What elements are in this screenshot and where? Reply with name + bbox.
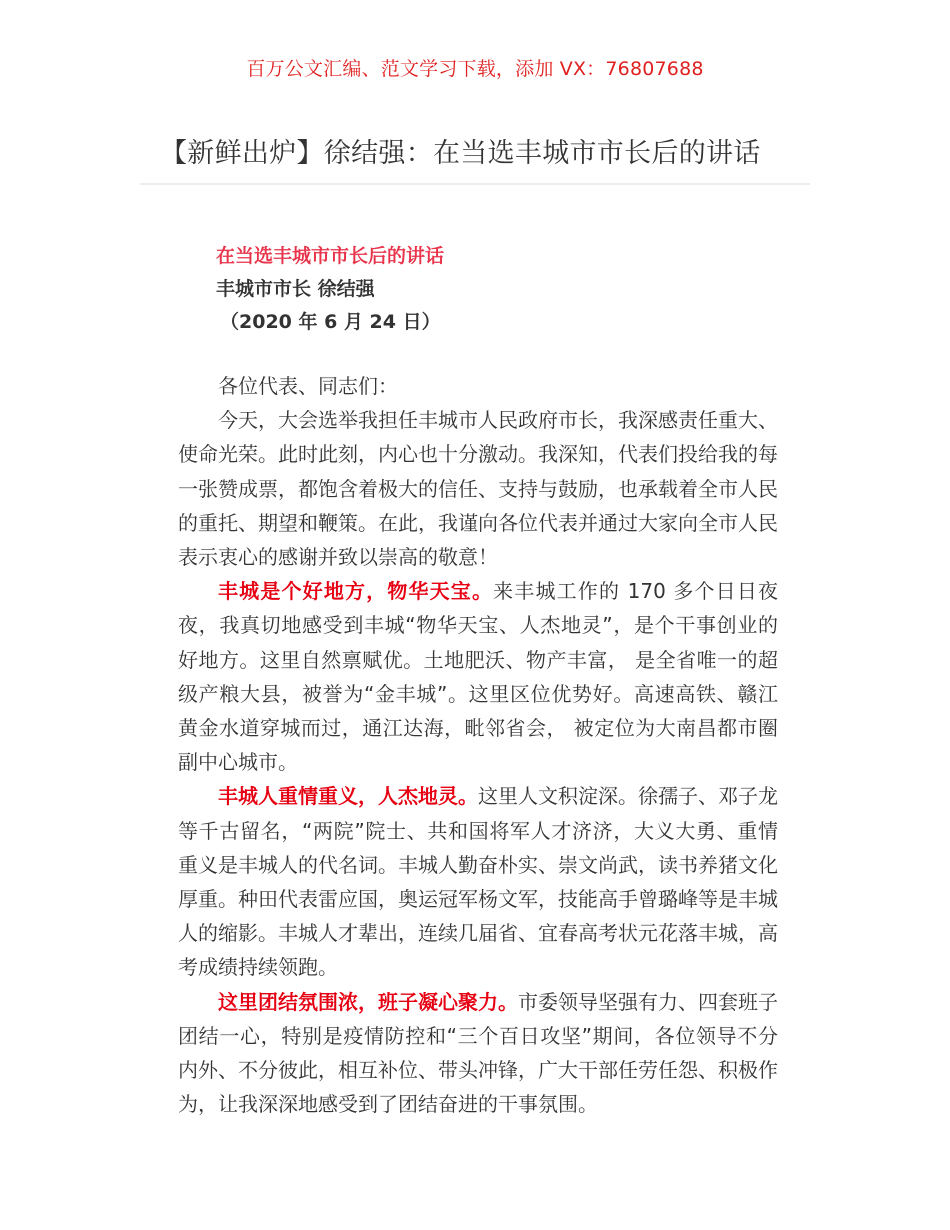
speech-meta <box>216 240 776 339</box>
paragraph-lead: 丰城是个好地方，物华天宝。 <box>218 579 494 604</box>
paragraph-good-place <box>178 574 778 779</box>
paragraph-text: 来丰城工作的 170 多个日日夜夜，我真切地感受到丰城“物华天宝、人杰地灵”，是个干事创业的好地方。这里自然禀赋优。土地肥沃、物产丰富， 是全省唯一的超级产粮大县，被誉为“金丰城”。这里区位优势好。高速高铁、赣江黄金水道穿城而过，通江达海，毗邻省会， 被定位为大南昌都市圈副中心城市。 <box>178 579 779 775</box>
speech-body <box>178 369 778 1121</box>
speech-author: 丰城市市长 徐结强 <box>216 278 375 300</box>
paragraph-people <box>178 779 778 984</box>
speech-subtitle: 在当选丰城市市长后的讲话 <box>216 245 445 267</box>
paragraph-text: 这里人文积淀深。徐孺子、邓子龙等千古留名，“两院”院士、共和国将军人才济济，大义大勇、重情重义是丰城人的代名词。丰城人勤奋朴实、崇文尚武，读书养猪文化厚重。种田代表雷应国，奥运冠军杨文军，技能高手曾璐峰等是丰城人的缩影。丰城人才辈出，连续几届省、宜春高考状元花落丰城，高考成绩持续领跑。 <box>178 784 778 980</box>
paragraph-lead: 丰城人重情重义，人杰地灵。 <box>218 784 478 809</box>
paragraph-salutation <box>178 369 778 403</box>
paragraph-unity <box>178 985 778 1122</box>
paragraph-text: 各位代表、同志们： <box>218 374 398 398</box>
paragraph-text: 市委领导坚强有力、四套班子团结一心，特别是疫情防控和“三个百日攻坚”期间，各位领导不分内外、不分彼此，相互补位、带头冲锋，广大干部任劳任怨、积极作为，让我深深地感受到了团结奋进的干事氛围。 <box>178 989 778 1117</box>
speech-date: （2020 年 6 月 24 日） <box>220 311 441 333</box>
title-divider <box>140 183 810 185</box>
promo-banner: 百万公文汇编、范文学习下载，添加 VX：76807688 <box>246 58 704 80</box>
paragraph-lead: 这里团结氛围浓，班子凝心聚力。 <box>218 989 518 1014</box>
paragraph-intro <box>178 403 778 574</box>
page-title: 【新鲜出炉】徐结强：在当选丰城市市长后的讲话 <box>160 138 761 169</box>
paragraph-text: 今天，大会选举我担任丰城市人民政府市长，我深感责任重大、使命光荣。此时此刻，内心也十分激动。我深知，代表们投给我的每一张赞成票，都饱含着极大的信任、支持与鼓励，也承载着全市人民的重托、期望和鞭策。在此，我谨向各位代表并通过大家向全市人民表示衷心的感谢并致以崇高的敬意！ <box>178 408 778 570</box>
